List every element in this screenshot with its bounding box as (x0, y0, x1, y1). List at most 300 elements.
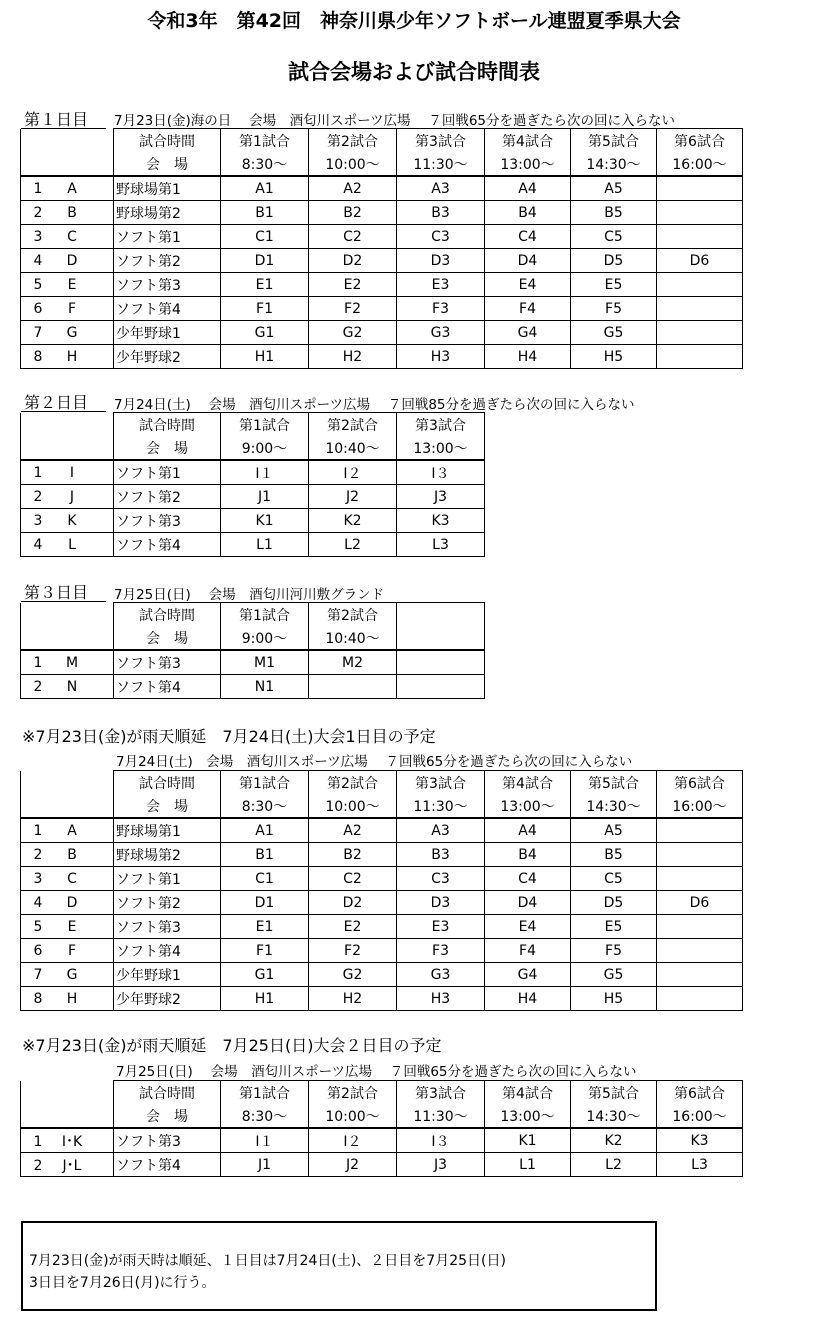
match-cell: L3 (397, 533, 485, 557)
match-cell: F1 (221, 297, 309, 321)
table-row (21, 915, 743, 939)
table-row (21, 1153, 743, 1177)
header-blank (21, 152, 114, 176)
match-cell: A3 (397, 176, 485, 201)
header-blank (21, 626, 114, 650)
match-cell (397, 650, 485, 675)
row-court (21, 939, 114, 963)
row-venue: ソフト第3 (114, 273, 221, 297)
header-time: 10:00〜 (309, 1104, 397, 1128)
page-title: 令和3年 第42回 神奈川県少年ソフトボール連盟夏季県大会 (147, 10, 681, 32)
match-cell: H4 (485, 987, 571, 1011)
header-game: 第2試合 (309, 603, 397, 627)
match-cell: D4 (485, 249, 571, 273)
match-cell (657, 225, 743, 249)
row-number: 1 (33, 464, 43, 481)
header-game: 第3試合 (397, 129, 485, 153)
day2-schedule-table (20, 412, 485, 557)
row-venue: ソフト第4 (114, 675, 221, 699)
header-venue-label: 会 場 (114, 794, 221, 818)
header-time: 8:30〜 (221, 794, 309, 818)
match-cell: B1 (221, 201, 309, 225)
match-cell: G3 (397, 963, 485, 987)
header-time: 13:00〜 (485, 152, 571, 176)
row-letter: J (69, 488, 75, 505)
header-game: 第1試合 (221, 129, 309, 153)
header-game: 第2試合 (309, 771, 397, 795)
row-letter: L (68, 536, 76, 553)
header-blank (21, 129, 114, 153)
table-row (21, 867, 743, 891)
row-letter: D (66, 894, 78, 911)
match-cell (657, 297, 743, 321)
table-row (21, 297, 743, 321)
row-venue: ソフト第4 (114, 533, 221, 557)
match-cell: D3 (397, 891, 485, 915)
match-cell: B3 (397, 201, 485, 225)
row-court (21, 650, 114, 675)
table-row (21, 987, 743, 1011)
match-cell: D2 (309, 891, 397, 915)
row-letter: H (66, 990, 78, 1007)
row-venue: ソフト第3 (114, 1128, 221, 1153)
match-cell: L2 (309, 533, 397, 557)
match-cell: B4 (485, 843, 571, 867)
row-letter: G (66, 324, 78, 341)
match-cell: F3 (397, 939, 485, 963)
match-cell: D1 (221, 891, 309, 915)
match-cell: B5 (571, 201, 657, 225)
header-time: 9:00〜 (221, 626, 309, 650)
match-cell: L1 (485, 1153, 571, 1177)
rain-plan1-schedule-table (20, 770, 743, 1011)
row-number: 8 (33, 348, 43, 365)
match-cell: K3 (397, 509, 485, 533)
match-cell: F3 (397, 297, 485, 321)
row-court (21, 675, 114, 699)
match-cell: D3 (397, 249, 485, 273)
header-game: 第6試合 (657, 129, 743, 153)
match-cell (657, 915, 743, 939)
row-number: 1 (33, 1133, 43, 1150)
match-cell: C5 (571, 225, 657, 249)
header-time: 8:30〜 (221, 152, 309, 176)
row-letter: B (67, 846, 77, 863)
match-cell: B1 (221, 843, 309, 867)
row-number: 2 (33, 678, 43, 695)
match-cell: C4 (485, 225, 571, 249)
row-venue: 少年野球1 (114, 963, 221, 987)
match-cell: E5 (571, 915, 657, 939)
match-cell: F4 (485, 297, 571, 321)
table-row (21, 843, 743, 867)
table-row (21, 460, 485, 485)
table-row (21, 939, 743, 963)
header-game (397, 603, 485, 627)
match-cell: F2 (309, 297, 397, 321)
row-letter: I (69, 464, 75, 481)
match-cell: F4 (485, 939, 571, 963)
match-cell: G5 (571, 963, 657, 987)
header-game: 第5試合 (571, 129, 657, 153)
row-number: 2 (33, 204, 43, 221)
match-cell: I３ (397, 460, 485, 485)
match-cell: F5 (571, 297, 657, 321)
header-game: 第4試合 (485, 1081, 571, 1105)
match-cell: I１ (221, 1128, 309, 1153)
row-number: 1 (33, 180, 43, 197)
row-court (21, 843, 114, 867)
header-game: 第4試合 (485, 771, 571, 795)
match-cell: G4 (485, 963, 571, 987)
row-letter: E (67, 918, 77, 935)
header-venue-label: 会 場 (114, 626, 221, 650)
row-court (21, 460, 114, 485)
header-time-label: 試合時間 (114, 603, 221, 627)
row-court (21, 963, 114, 987)
match-cell: F2 (309, 939, 397, 963)
row-court (21, 297, 114, 321)
match-cell: C4 (485, 867, 571, 891)
table-row (21, 176, 743, 201)
row-court (21, 509, 114, 533)
match-cell: I１ (221, 460, 309, 485)
day3-note: 7月25日(日) 会場 酒匂川河川敷グランド (114, 587, 385, 603)
day2-heading: 第２日目 (24, 393, 89, 412)
header-blank (21, 603, 114, 627)
row-letter: C (67, 228, 77, 245)
row-number: 6 (33, 942, 43, 959)
header-game: 第1試合 (221, 1081, 309, 1105)
match-cell (657, 939, 743, 963)
match-cell: E2 (309, 273, 397, 297)
header-blank (21, 794, 114, 818)
header-game: 第2試合 (309, 1081, 397, 1105)
match-cell (657, 818, 743, 843)
match-cell: E1 (221, 915, 309, 939)
header-game: 第3試合 (397, 413, 485, 437)
row-court (21, 201, 114, 225)
header-game: 第2試合 (309, 413, 397, 437)
match-cell: A5 (571, 176, 657, 201)
rain-plan2-schedule-table (20, 1080, 743, 1177)
table-row (21, 891, 743, 915)
match-cell: H3 (397, 987, 485, 1011)
match-cell: K2 (571, 1128, 657, 1153)
match-cell: E3 (397, 273, 485, 297)
header-time: 13:00〜 (397, 436, 485, 460)
match-cell: A2 (309, 176, 397, 201)
table-row (21, 509, 485, 533)
row-court (21, 987, 114, 1011)
table-row (21, 273, 743, 297)
day2-note: 7月24日(土) 会場 酒匂川スポーツ広場 ７回戦85分を過ぎたら次の回に入らない (114, 397, 635, 413)
header-venue-label: 会 場 (114, 1104, 221, 1128)
rain-plan1-heading: ※7月23日(金)が雨天順延 7月24日(土)大会1日目の予定 (22, 727, 436, 746)
row-number: 3 (33, 512, 43, 529)
row-venue: 野球場第2 (114, 843, 221, 867)
row-court (21, 533, 114, 557)
day3-schedule-table (20, 602, 485, 699)
row-venue: ソフト第1 (114, 225, 221, 249)
match-cell: A4 (485, 176, 571, 201)
match-cell: J1 (221, 1153, 309, 1177)
row-letter: N (66, 678, 78, 695)
match-cell: J2 (309, 1153, 397, 1177)
match-cell: G4 (485, 321, 571, 345)
header-time: 16:00〜 (657, 152, 743, 176)
row-letter: F (67, 300, 77, 317)
table-row (21, 249, 743, 273)
row-venue: ソフト第3 (114, 650, 221, 675)
match-cell: D6 (657, 891, 743, 915)
match-cell: A4 (485, 818, 571, 843)
row-number: 3 (33, 870, 43, 887)
match-cell: J3 (397, 485, 485, 509)
row-venue: ソフト第2 (114, 891, 221, 915)
match-cell: M1 (221, 650, 309, 675)
match-cell: B3 (397, 843, 485, 867)
match-cell: H2 (309, 345, 397, 369)
row-court (21, 1128, 114, 1153)
match-cell: G3 (397, 321, 485, 345)
match-cell: M2 (309, 650, 397, 675)
match-cell: G1 (221, 321, 309, 345)
match-cell (657, 867, 743, 891)
row-letter: I･K (61, 1133, 83, 1150)
row-number: 4 (33, 536, 43, 553)
row-court (21, 891, 114, 915)
row-court (21, 225, 114, 249)
header-game: 第6試合 (657, 771, 743, 795)
match-cell: C2 (309, 225, 397, 249)
match-cell: B2 (309, 843, 397, 867)
match-cell: L3 (657, 1153, 743, 1177)
row-venue: ソフト第2 (114, 249, 221, 273)
row-venue: ソフト第1 (114, 460, 221, 485)
header-blank (21, 413, 114, 437)
match-cell: B2 (309, 201, 397, 225)
postponement-note-box (21, 1221, 657, 1311)
match-cell (397, 675, 485, 699)
row-venue: ソフト第4 (114, 297, 221, 321)
table-row (21, 485, 485, 509)
match-cell: D2 (309, 249, 397, 273)
row-letter: B (67, 204, 77, 221)
match-cell: H1 (221, 345, 309, 369)
header-time: 8:30〜 (221, 1104, 309, 1128)
row-court (21, 273, 114, 297)
row-number: 5 (33, 918, 43, 935)
match-cell (657, 843, 743, 867)
row-number: 6 (33, 300, 43, 317)
match-cell: A2 (309, 818, 397, 843)
match-cell (657, 273, 743, 297)
row-letter: J･L (62, 1157, 82, 1174)
header-time-label: 試合時間 (114, 413, 221, 437)
row-court (21, 915, 114, 939)
header-time: 13:00〜 (485, 1104, 571, 1128)
match-cell: G1 (221, 963, 309, 987)
match-cell: I３ (397, 1128, 485, 1153)
header-time: 13:00〜 (485, 794, 571, 818)
header-game: 第1試合 (221, 603, 309, 627)
match-cell: D6 (657, 249, 743, 273)
table-row (21, 818, 743, 843)
match-cell: E5 (571, 273, 657, 297)
row-letter: K (67, 512, 77, 529)
header-time: 16:00〜 (657, 794, 743, 818)
table-row (21, 650, 485, 675)
match-cell (657, 987, 743, 1011)
match-cell (657, 321, 743, 345)
header-game: 第1試合 (221, 771, 309, 795)
match-cell: E2 (309, 915, 397, 939)
row-court (21, 321, 114, 345)
table-row (21, 533, 485, 557)
match-cell: C1 (221, 867, 309, 891)
header-game: 第6試合 (657, 1081, 743, 1105)
row-venue: ソフト第3 (114, 915, 221, 939)
header-time: 11:30〜 (397, 794, 485, 818)
row-number: 7 (33, 966, 43, 983)
postponement-note-line2: 3日目を7月26日(月)に行う。 (29, 1275, 216, 1291)
match-cell: F5 (571, 939, 657, 963)
row-number: 5 (33, 276, 43, 293)
match-cell: D5 (571, 249, 657, 273)
match-cell: H5 (571, 345, 657, 369)
row-venue: 少年野球2 (114, 987, 221, 1011)
row-number: 2 (33, 488, 43, 505)
row-venue: 少年野球1 (114, 321, 221, 345)
row-venue: ソフト第4 (114, 1153, 221, 1177)
row-venue: 野球場第2 (114, 201, 221, 225)
header-game: 第3試合 (397, 1081, 485, 1105)
header-game: 第5試合 (571, 771, 657, 795)
header-time (397, 626, 485, 650)
table-row (21, 201, 743, 225)
match-cell: L1 (221, 533, 309, 557)
row-number: 4 (33, 252, 43, 269)
match-cell: C3 (397, 867, 485, 891)
match-cell: K1 (485, 1128, 571, 1153)
header-blank (21, 1081, 114, 1105)
match-cell: J3 (397, 1153, 485, 1177)
match-cell (309, 675, 397, 699)
table-row (21, 963, 743, 987)
match-cell: H4 (485, 345, 571, 369)
rain-plan2-note: 7月25日(日) 会場 酒匂川スポーツ広場 ７回戦65分を過ぎたら次の回に入らない (116, 1064, 637, 1080)
match-cell: J2 (309, 485, 397, 509)
row-number: 1 (33, 822, 43, 839)
row-letter: C (67, 870, 77, 887)
row-court (21, 1153, 114, 1177)
row-venue: 少年野球2 (114, 345, 221, 369)
row-letter: D (66, 252, 78, 269)
header-time: 11:30〜 (397, 152, 485, 176)
match-cell: H1 (221, 987, 309, 1011)
header-time-label: 試合時間 (114, 129, 221, 153)
row-number: 4 (33, 894, 43, 911)
match-cell: E4 (485, 915, 571, 939)
row-number: 2 (33, 1157, 43, 1174)
header-game: 第4試合 (485, 129, 571, 153)
match-cell: A5 (571, 818, 657, 843)
header-time: 10:40〜 (309, 626, 397, 650)
match-cell (657, 176, 743, 201)
header-game: 第2試合 (309, 129, 397, 153)
table-row (21, 675, 485, 699)
header-time: 10:00〜 (309, 152, 397, 176)
match-cell: A3 (397, 818, 485, 843)
match-cell: C5 (571, 867, 657, 891)
match-cell: K2 (309, 509, 397, 533)
match-cell: A1 (221, 176, 309, 201)
match-cell: H5 (571, 987, 657, 1011)
row-number: 2 (33, 846, 43, 863)
postponement-note-line1: 7月23日(金)が雨天時は順延、１日目は7月24日(土)、２日目を7月25日(日) (29, 1253, 506, 1269)
match-cell: D4 (485, 891, 571, 915)
row-venue: ソフト第2 (114, 485, 221, 509)
row-court (21, 345, 114, 369)
match-cell: N1 (221, 675, 309, 699)
row-number: 1 (33, 654, 43, 671)
match-cell (657, 963, 743, 987)
match-cell: I２ (309, 1128, 397, 1153)
header-time: 14:30〜 (571, 152, 657, 176)
row-letter: E (67, 276, 77, 293)
match-cell: C1 (221, 225, 309, 249)
header-blank (21, 1104, 114, 1128)
header-blank (21, 436, 114, 460)
match-cell: D5 (571, 891, 657, 915)
row-letter: A (67, 822, 77, 839)
match-cell: K3 (657, 1128, 743, 1153)
match-cell: A1 (221, 818, 309, 843)
row-court (21, 867, 114, 891)
header-time: 14:30〜 (571, 1104, 657, 1128)
header-time: 9:00〜 (221, 436, 309, 460)
row-letter: M (65, 654, 79, 671)
header-game: 第1試合 (221, 413, 309, 437)
row-venue: 野球場第1 (114, 176, 221, 201)
row-letter: F (67, 942, 77, 959)
page-subtitle: 試合会場および試合時間表 (288, 60, 540, 84)
table-row (21, 1128, 743, 1153)
row-court (21, 176, 114, 201)
match-cell: G2 (309, 963, 397, 987)
row-letter: A (67, 180, 77, 197)
table-row (21, 345, 743, 369)
match-cell: E1 (221, 273, 309, 297)
rain-plan1-note: 7月24日(土) 会場 酒匂川スポーツ広場 ７回戦65分を過ぎたら次の回に入らない (116, 754, 633, 770)
match-cell: H2 (309, 987, 397, 1011)
match-cell: E3 (397, 915, 485, 939)
rain-plan2-heading: ※7月23日(金)が雨天順延 7月25日(日)大会２日目の予定 (22, 1036, 442, 1055)
row-venue: ソフト第3 (114, 509, 221, 533)
row-venue: ソフト第4 (114, 939, 221, 963)
match-cell: K1 (221, 509, 309, 533)
row-venue: ソフト第1 (114, 867, 221, 891)
header-game: 第3試合 (397, 771, 485, 795)
day1-note: 7月23日(金)海の日 会場 酒匂川スポーツ広場 ７回戦65分を過ぎたら次の回に入らない (114, 113, 676, 129)
header-time-label: 試合時間 (114, 771, 221, 795)
row-number: 8 (33, 990, 43, 1007)
row-letter: H (66, 348, 78, 365)
match-cell: E4 (485, 273, 571, 297)
header-time: 16:00〜 (657, 1104, 743, 1128)
row-venue: 野球場第1 (114, 818, 221, 843)
